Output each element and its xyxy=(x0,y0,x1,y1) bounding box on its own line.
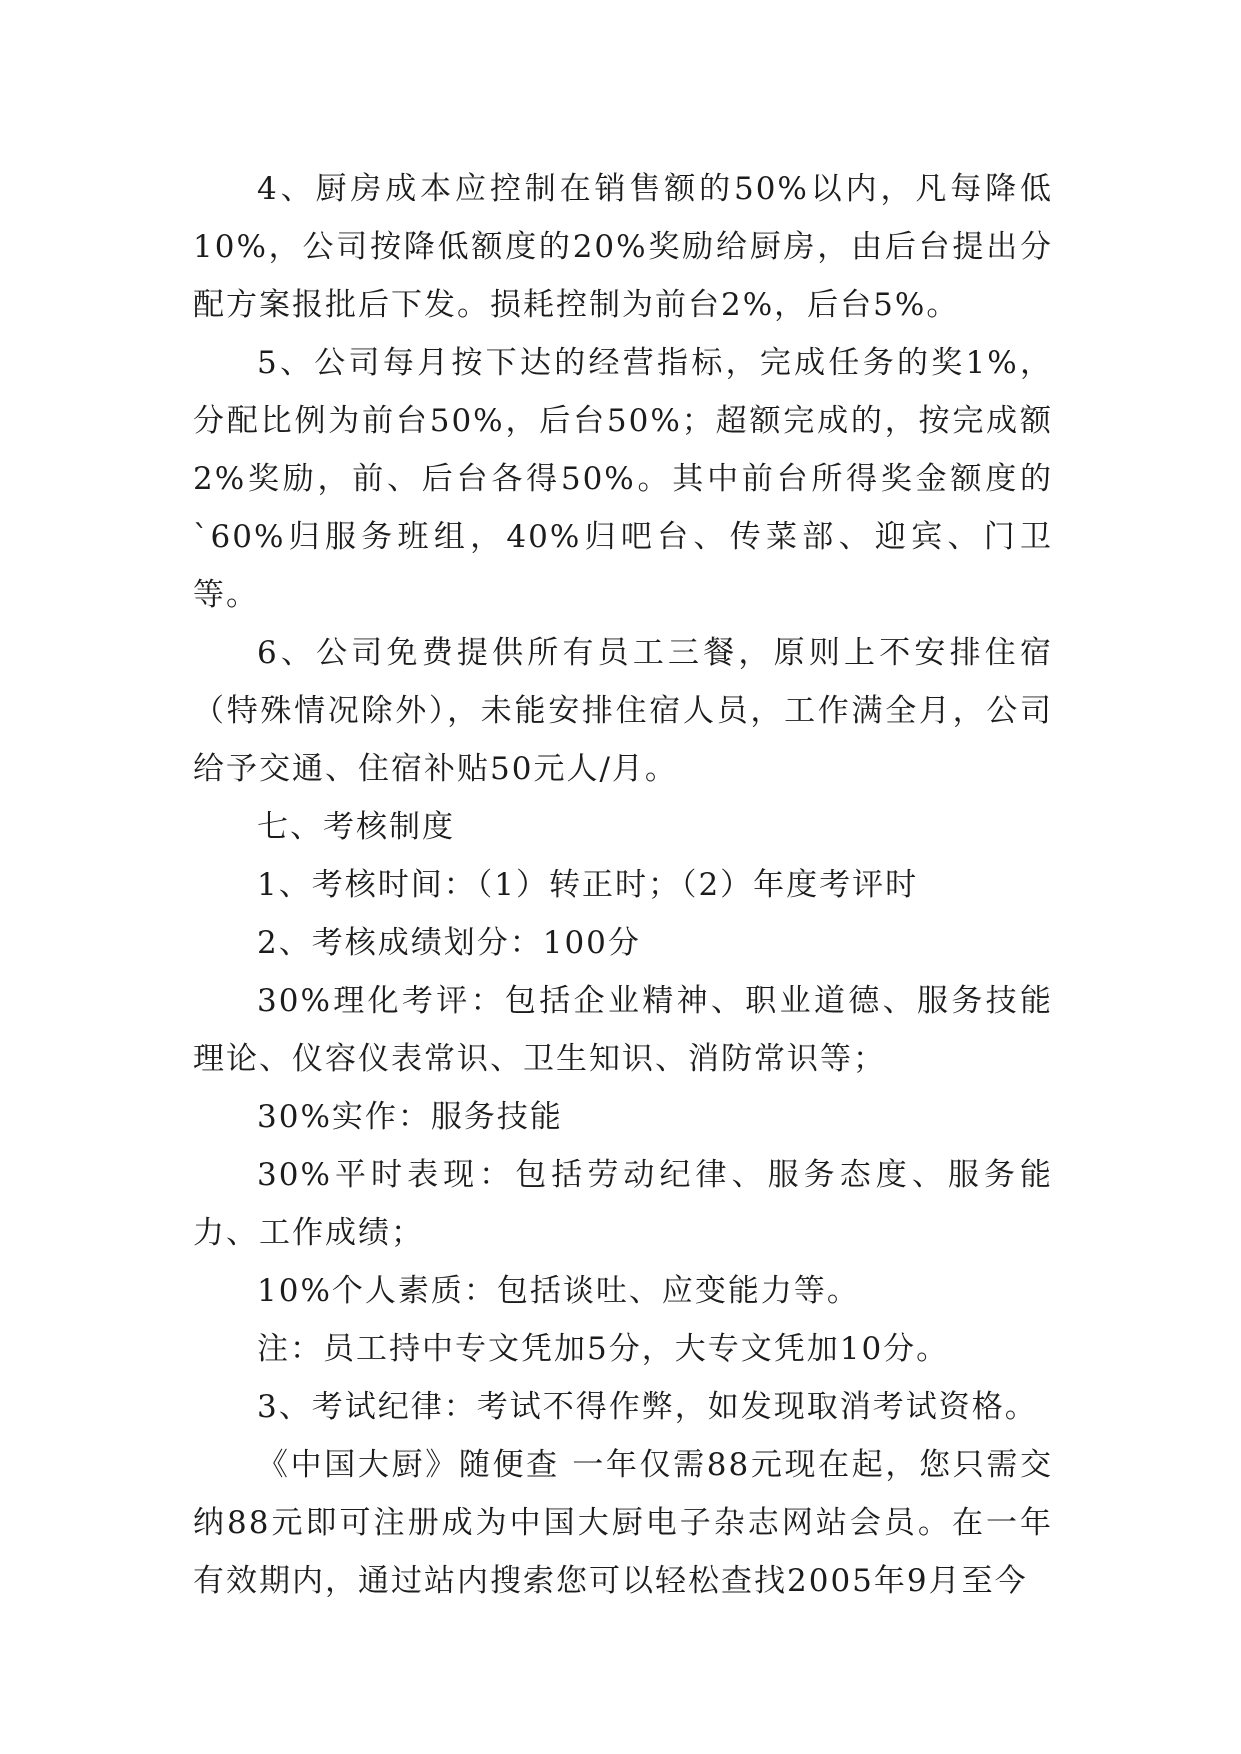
paragraph-exam-discipline: 3、考试纪律：考试不得作弊，如发现取消考试资格。 xyxy=(257,1389,1038,1425)
paragraph-meals-housing: 6、公司免费提供所有员工三餐，原则上不安排住宿（特殊情况除外），未能安排住宿人员，工作满全月，公司给予交通、住宿补贴50元人/月。 xyxy=(193,635,1053,787)
paragraph-personal-quality: 10%个人素质：包括谈吐、应变能力等。 xyxy=(257,1273,860,1309)
paragraph-promotion: 《中国大厨》随便查 一年仅需88元现在起，您只需交纳88元即可注册成为中国大厨电子杂志网站会员。在一年有效期内，通过站内搜索您可以轻松查找2005年9月至今 xyxy=(193,1447,1053,1599)
paragraph-assessment-time: 1、考核时间：（1）转正时；（2）年度考评时 xyxy=(257,867,919,903)
paragraph-assessment-score: 2、考核成绩划分：100分 xyxy=(257,925,641,961)
paragraph-theory-evaluation: 30%理化考评：包括企业精神、职业道德、服务技能理论、仪容仪表常识、卫生知识、消防常识等； xyxy=(193,983,1053,1077)
paragraph-note: 注：员工持中专文凭加5分，大专文凭加10分。 xyxy=(257,1331,950,1367)
paragraph-daily-performance: 30%平时表现：包括劳动纪律、服务态度、服务能力、工作成绩； xyxy=(193,1157,1053,1251)
paragraph-monthly-bonus: 5、公司每月按下达的经营指标，完成任务的奖1%，分配比例为前台50%，后台50%；超额完成的，按完成额2%奖励，前、后台各得50%。其中前台所得奖金额度的`60%归服务班组，40%归吧台、传菜部、迎宾、门卫等。 xyxy=(193,345,1053,613)
paragraph-kitchen-cost: 4、厨房成本应控制在销售额的50%以内，凡每降低10%，公司按降低额度的20%奖励给厨房，由后台提出分配方案报批后下发。损耗控制为前台2%，后台5%。 xyxy=(193,171,1053,323)
document-body xyxy=(193,160,1053,1610)
section-heading-assessment: 七、考核制度 xyxy=(257,809,455,845)
paragraph-practical: 30%实作：服务技能 xyxy=(257,1099,563,1135)
